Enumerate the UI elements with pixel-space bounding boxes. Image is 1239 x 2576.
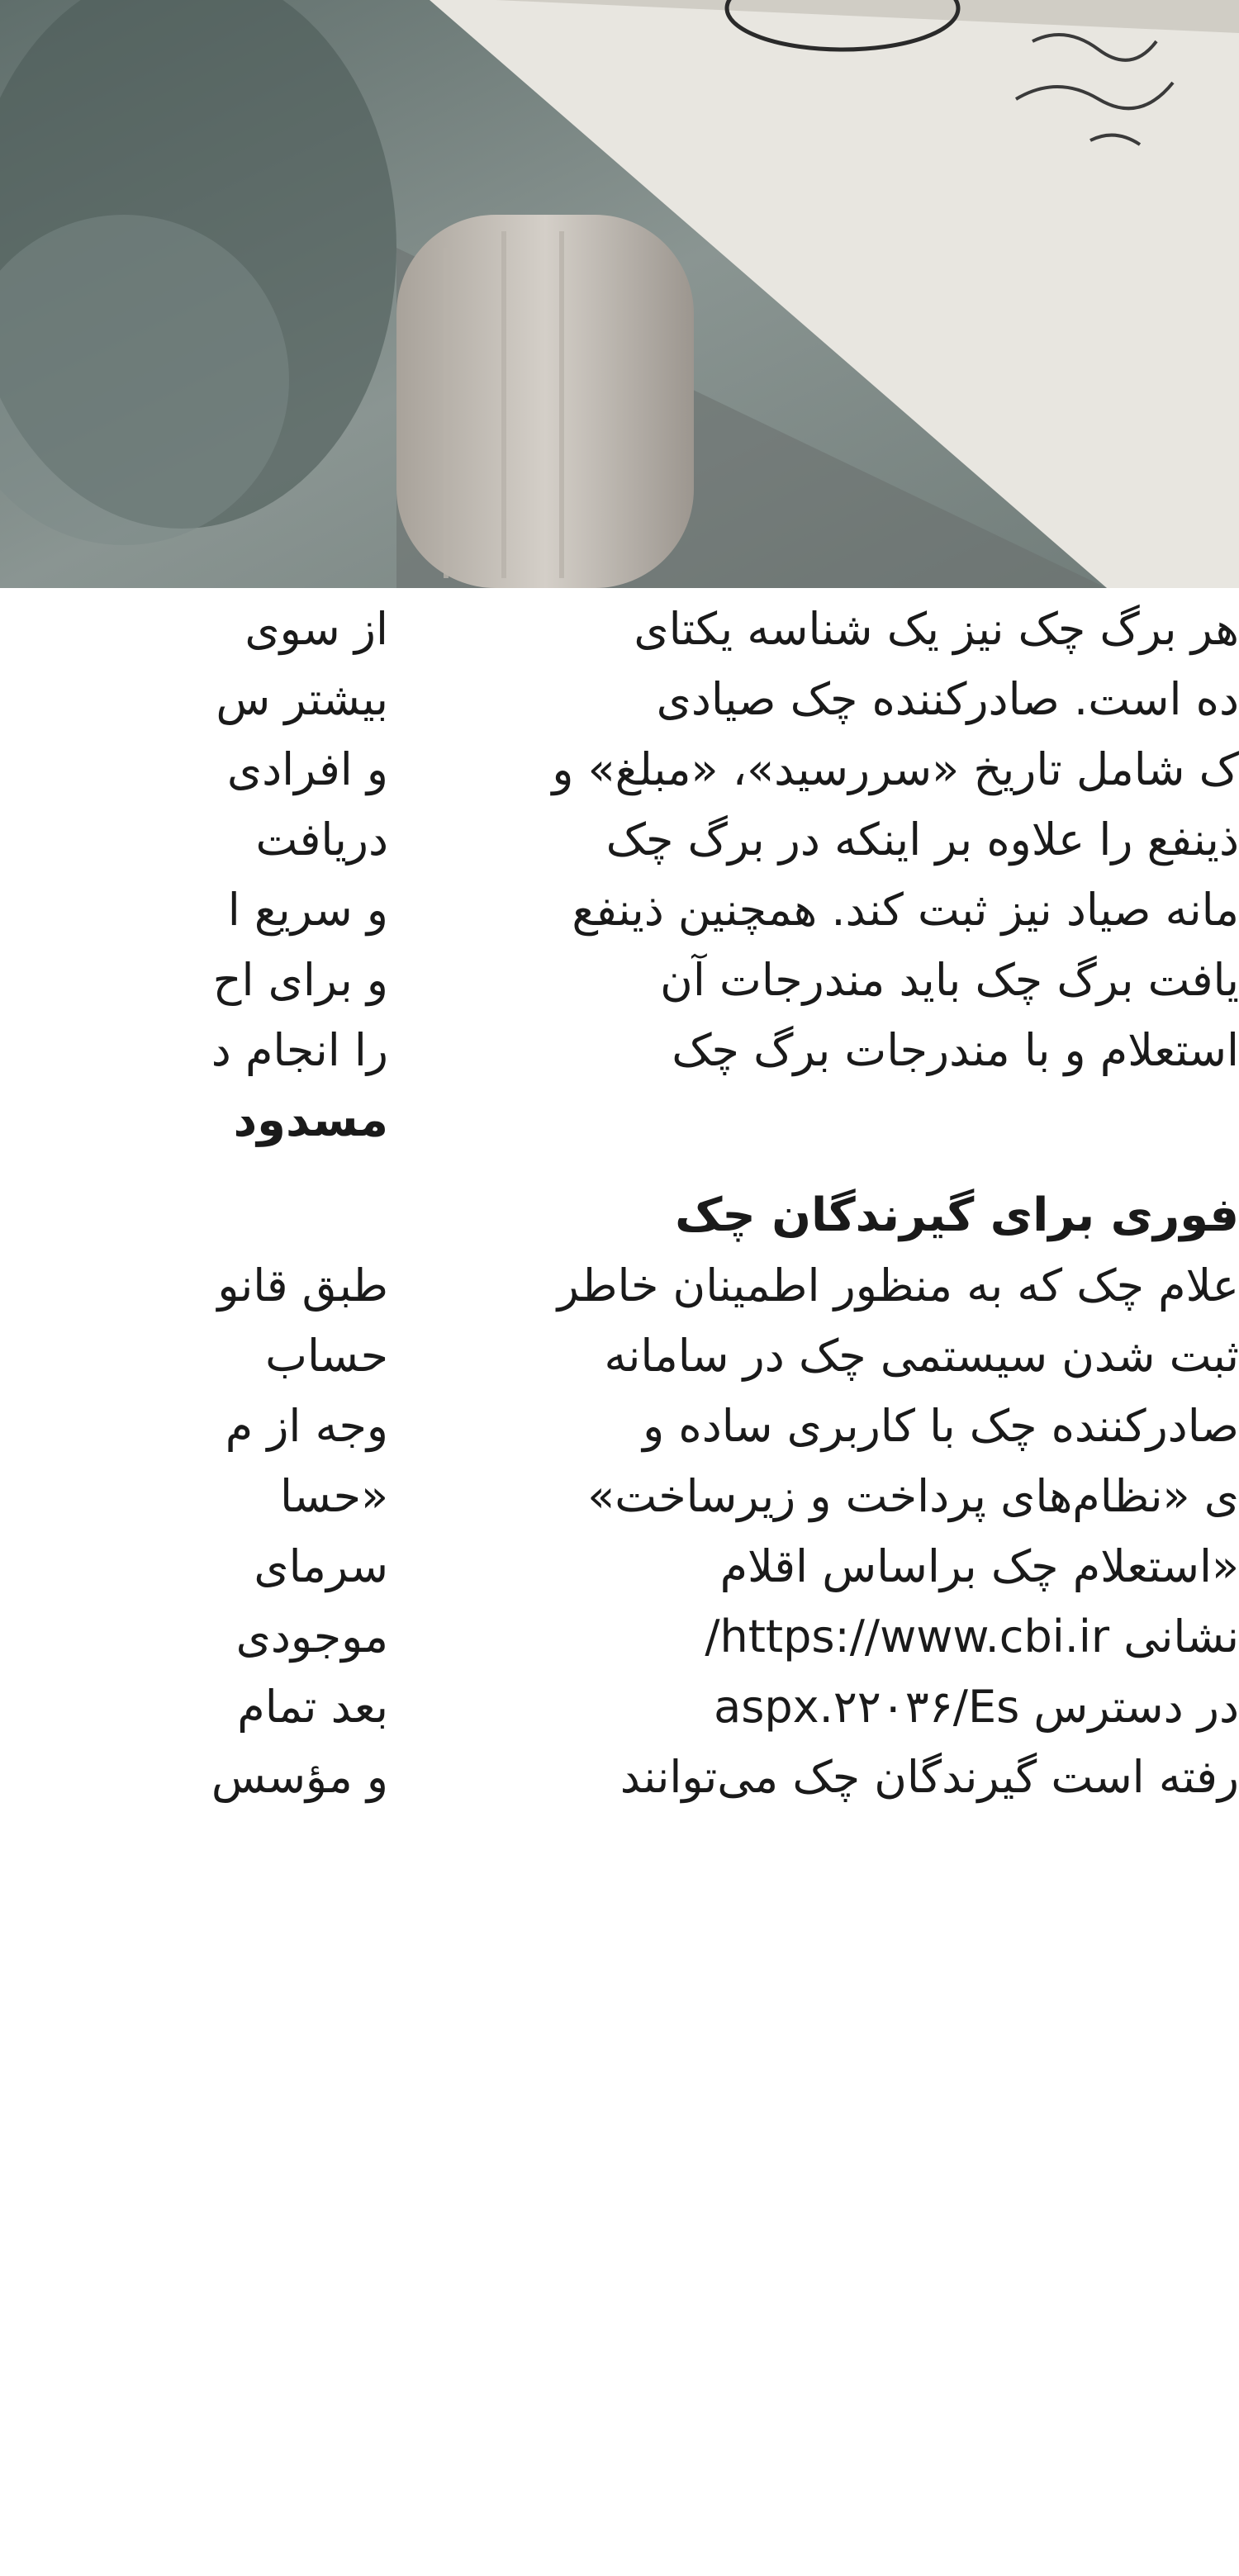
text-line: صادرکننده چک با کاربری ساده و (643, 1400, 1239, 1452)
text-line: ذینفع را علاوه بر اینکه در برگ چک (605, 814, 1239, 866)
photo-illustration (0, 0, 1239, 588)
text-line: ثبت شدن سیستمی چک در سامانه (604, 1330, 1239, 1382)
text-line: و سریع ا (227, 884, 388, 936)
text-line: سرمای (254, 1540, 388, 1592)
text-line: حساب (265, 1330, 388, 1382)
section-heading: مسدود (233, 1093, 388, 1147)
text-line: دریافت (255, 814, 388, 866)
text-line: استعلام و با مندرجات برگ چک (672, 1024, 1239, 1076)
text-line: مانه صیاد نیز ثبت کند. همچنین ذینفع (572, 884, 1239, 936)
text-line: یافت برگ چک باید مندرجات آن (660, 954, 1239, 1006)
text-line: وجه از م (225, 1400, 388, 1452)
text-line: طبق قانو (217, 1260, 388, 1312)
text-line: را انجام د (211, 1024, 388, 1076)
text-line: و مؤسس (211, 1751, 388, 1803)
left-article-column (0, 588, 388, 2576)
text-line: «حسا (279, 1470, 388, 1522)
text-line: رفته است گیرندگان چک می‌توانند (620, 1751, 1239, 1803)
text-line: ک شامل تاریخ «سررسید»، «مبلغ» و (552, 743, 1239, 795)
url-line: نشانی https://www.cbi.ir/ (705, 1611, 1239, 1663)
text-line: و افرادی (226, 743, 388, 795)
text-line: هر برگ چک نیز یک شناسه یکتای (634, 603, 1239, 655)
cheque-photo (0, 0, 1239, 588)
right-article-column (401, 588, 1239, 2576)
section-heading: فوری برای گیرندگان چک (675, 1188, 1239, 1242)
text-line: بیشتر س (216, 673, 388, 725)
text-line: موجودی (235, 1611, 388, 1663)
text-line: ی «نظام‌های پرداخت و زیرساخت» (587, 1470, 1239, 1522)
text-line: و برای اح (212, 954, 388, 1006)
text-line: بعد تمام (237, 1681, 388, 1733)
text-line: از سوی (244, 603, 388, 655)
text-line: ده است. صادرکننده چک صیادی (656, 673, 1239, 725)
text-line: «استعلام چک براساس اقلام (719, 1540, 1239, 1592)
text-line: علام چک که به منظور اطمینان خاطر (557, 1260, 1239, 1312)
url-line: در دسترس aspx.۲۲۰۳۶/Es (714, 1681, 1239, 1733)
